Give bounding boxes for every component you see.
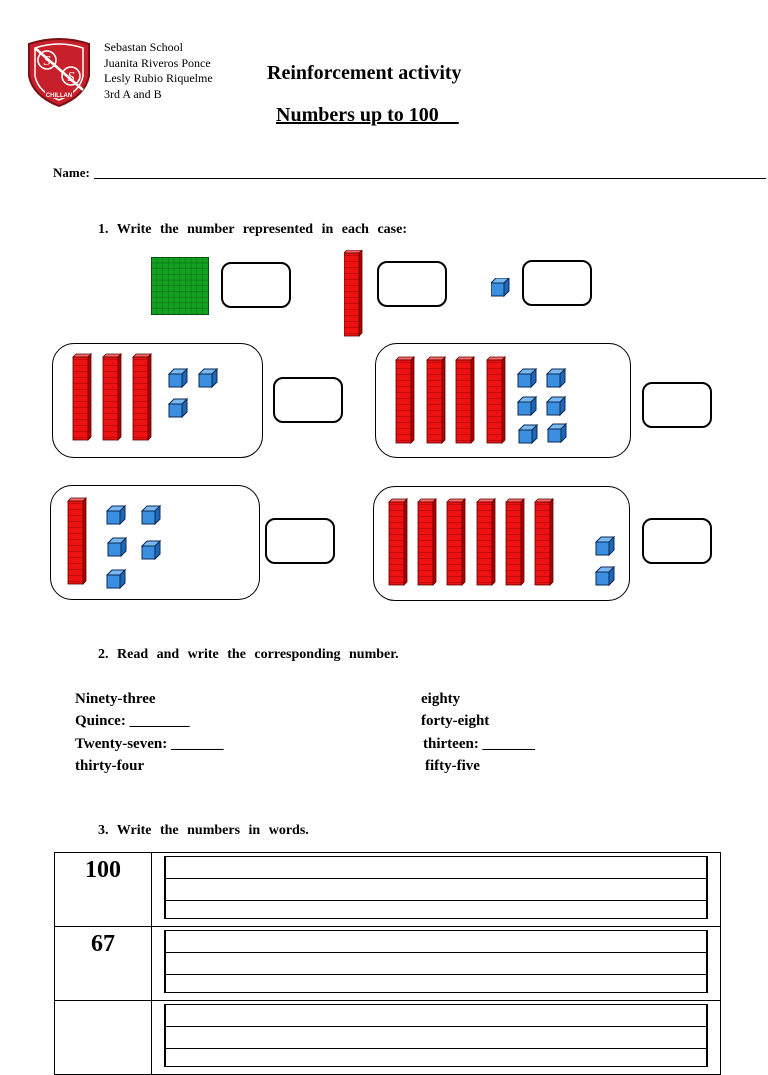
svg-text:S: S	[67, 70, 75, 85]
number-cell: 67	[55, 927, 152, 1001]
answer-box-group-1[interactable]	[273, 377, 343, 423]
answer-box-ten[interactable]	[377, 261, 447, 307]
block-group-2	[375, 343, 631, 458]
q3-title: 3. Write the numbers in words.	[98, 823, 309, 838]
q1-title: 1. Write the number represented in each case:	[98, 222, 408, 237]
q2-right-item: fifty-five	[425, 758, 480, 774]
q2-left-item: Ninety-three	[75, 691, 156, 707]
one-cube	[491, 278, 511, 303]
name-label: Name:	[53, 165, 90, 180]
table-row	[55, 1001, 721, 1075]
q2-right-item: forty-eight	[421, 713, 490, 729]
table-row	[55, 853, 721, 927]
svg-text:S: S	[43, 54, 51, 69]
school-line: Juanita Riveros Ponce	[104, 55, 211, 70]
table-row	[55, 927, 721, 1001]
words-table	[54, 852, 721, 1075]
q2-left-item: Twenty-seven: _______	[75, 736, 224, 752]
school-line: 3rd A and B	[104, 86, 162, 101]
answer-box-group-4[interactable]	[642, 518, 712, 564]
q2-right-item: thirteen: _______	[423, 736, 536, 752]
writing-cell[interactable]	[152, 853, 721, 927]
school-logo	[25, 38, 93, 108]
school-info	[104, 40, 213, 102]
q2-title: 2. Read and write the corresponding number.	[98, 647, 399, 662]
ten-rod	[344, 250, 366, 345]
writing-cell[interactable]	[152, 1001, 721, 1075]
block-group-1	[52, 343, 263, 458]
writing-lines[interactable]	[164, 1004, 708, 1067]
writing-cell[interactable]	[152, 927, 721, 1001]
writing-lines[interactable]	[164, 856, 708, 919]
q2-right-item: eighty	[421, 691, 461, 707]
page-title: Reinforcement activity	[267, 62, 462, 84]
hundred-flat	[151, 257, 209, 320]
answer-box-hundred[interactable]	[221, 262, 291, 308]
block-group-4	[373, 486, 630, 601]
q2-left-item: Quince: ________	[75, 713, 190, 729]
answer-box-group-2[interactable]	[642, 382, 712, 428]
number-cell	[55, 1001, 152, 1075]
school-line: Sebastan School	[104, 40, 183, 54]
q2-left-item: thirty-four	[75, 758, 145, 774]
answer-box-one[interactable]	[522, 260, 592, 306]
answer-box-group-3[interactable]	[265, 518, 335, 564]
svg-text:CHILLAN: CHILLAN	[45, 93, 73, 99]
number-cell: 100	[55, 853, 152, 927]
block-group-3	[50, 485, 260, 600]
name-field[interactable]	[94, 178, 766, 179]
school-line: Lesly Rubio Riquelme	[104, 71, 213, 85]
writing-lines[interactable]	[164, 930, 708, 993]
page-subtitle: Numbers up to 100	[276, 104, 439, 126]
